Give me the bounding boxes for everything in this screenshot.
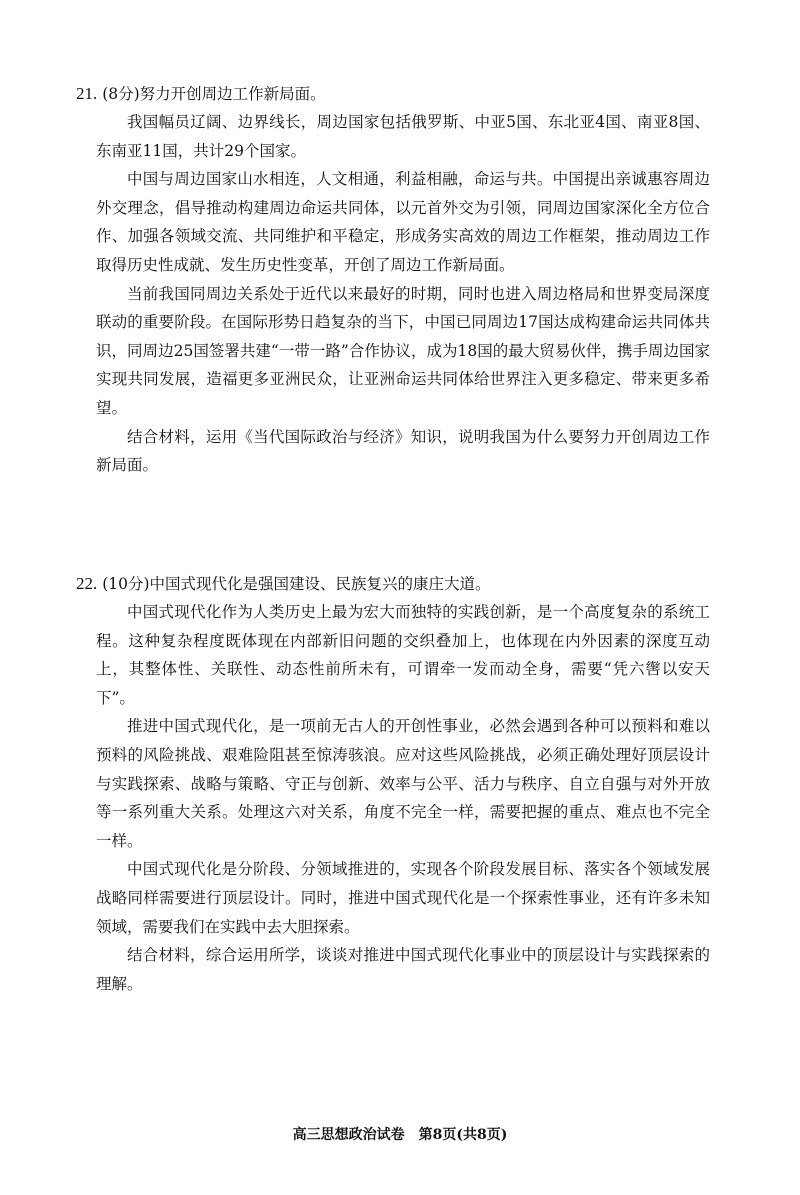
question-22: [76, 570, 710, 998]
question-score: (10分): [102, 575, 150, 593]
material-paragraph: 中国式现代化作为人类历史上最为宏大而独特的实践创新，是一个高度复杂的系统工程。这种复杂程度既体现在内部新旧问题的交织叠加上，也体现在内外因素的深度互动上，其整体性、关联性、动态性前所未有，可谓牵一发而动全身，需要“凭六辔以安天下”。: [96, 603, 710, 707]
question-header: [76, 80, 710, 108]
question-score: (8分): [102, 85, 140, 103]
material-paragraph: 中国式现代化是分阶段、分领域推进的，实现各个阶段发展目标、落实各个领域发展战略同样需要进行顶层设计。同时，推进中国式现代化是一个探索性事业，还有许多未知领域，需要我们在实践中去大胆探索。: [96, 860, 710, 936]
question-number: 21.: [76, 84, 98, 103]
question-title: 中国式现代化是强国建设、民族复兴的康庄大道。: [149, 575, 491, 593]
question-number: 22.: [76, 574, 98, 593]
question-21: [76, 80, 710, 480]
material-paragraph: 当前我国同周边关系处于近代以来最好的时期，同时也进入周边格局和世界变局深度联动的重要阶段。在国际形势日趋复杂的当下，中国已同周边17国达成构建命运共同体共识，同周边25国签署共建“一带一路”合作协议，成为18国的最大贸易伙伴，携手周边国家实现共同发展，造福更多亚洲民众，让亚洲命运共同体给世界注入更多稳定、带来更多希望。: [96, 284, 710, 417]
material-paragraph: 我国幅员辽阔、边界线长，周边国家包括俄罗斯、中亚5国、东北亚4国、南亚8国、东南亚11国，共计29个国家。: [96, 113, 710, 160]
question-header: [76, 570, 710, 598]
material-paragraph: 中国与周边国家山水相连，人文相通，利益相融，命运与共。中国提出亲诚惠容周边外交理念，倡导推动构建周边命运共同体，以元首外交为引领，同周边国家深化全方位合作、加强各领域交流、共同维护和平稳定，形成务实高效的周边工作框架，推动周边工作取得历史性成就、发生历史性变革，开创了周边工作新局面。: [96, 170, 710, 274]
material-paragraph: 推进中国式现代化，是一项前无古人的开创性事业，必然会遇到各种可以预料和难以预料的风险挑战、艰难险阻甚至惊涛骇浪。应对这些风险挑战，必须正确处理好顶层设计与实践探索、战略与策略、守正与创新、效率与公平、活力与秩序、自立自强与对外开放等一系列重大关系。处理这六对关系，角度不完全一样，需要把握的重点、难点也不完全一样。: [96, 717, 710, 850]
question-prompt: 结合材料，综合运用所学，谈谈对推进中国式现代化事业中的顶层设计与实践探索的理解。: [96, 946, 710, 993]
question-prompt: 结合材料，运用《当代国际政治与经济》知识，说明我国为什么要努力开创周边工作新局面。: [96, 427, 710, 475]
question-title: 努力开创周边工作新局面。: [139, 85, 326, 103]
page-footer: 高三思想政治试卷 第8页(共8页): [292, 1127, 508, 1143]
